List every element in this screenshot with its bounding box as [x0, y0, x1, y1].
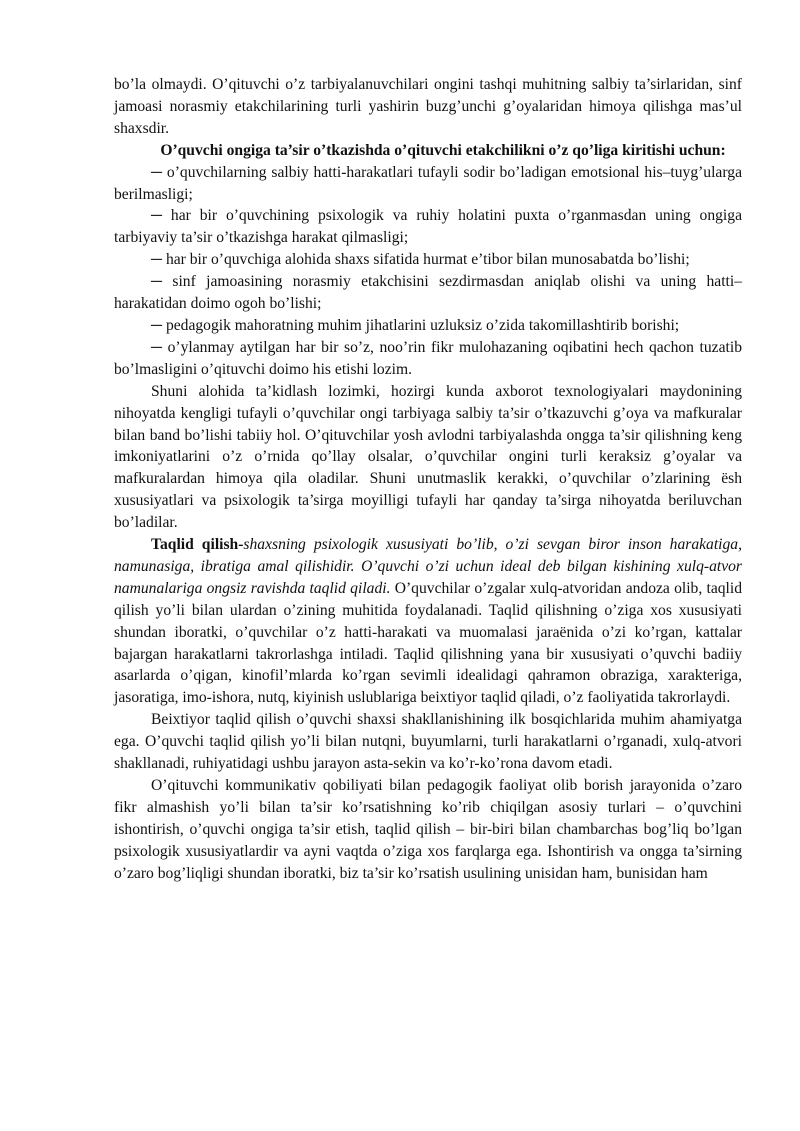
term-definition: shaxsning psixologik xususiyati bo’lib, o’zi sevgan biror inson harakatiga, namunasiga, ibratiga amal qilishidir. O’quvchi o’zi uchun ideal deb bilgan kishining xulq-atvor namunalariga ongsiz ravishda taqlid qiladi. — [114, 536, 742, 597]
list-item: ─ pedagogik mahoratning muhim jihatlarini uzluksiz o’zida takomillashtirib borishi; — [151, 316, 680, 334]
intro-paragraph: bo’la olmaydi. O’qituvchi o’z tarbiyalanuvchilari ongini tashqi muhitning salbiy ta’sirlaridan, sinf jamoasi norasmiy etakchilarining turli yashirin buzg’unchi g’oyalaridan himoya qilishga mas’ul shaxsdir. — [114, 76, 742, 137]
list-item: ─ har bir o’quvchiga alohida shaxs sifatida hurmat e’tibor bilan munosabatda bo’lishi; — [151, 251, 690, 269]
definition-paragraph — [114, 534, 742, 709]
list-item: ─ o’ylanmay aytilgan har bir so’z, noo’rin fikr mulohazaning oqibatini hech qachon tuzatib bo’lmasligini o’qituvchi doimo his etishi lozim. — [114, 338, 742, 378]
body-paragraph: Beixtiyor taqlid qilish o’quvchi shaxsi shakllanishining ilk bosqichlarida muhim ahamiyatga ega. O’quvchi taqlid qilish yo’li bilan nutqni, buyumlarni, turli harakatlarni o’rganadi, xulq-atvori shakllanadi, ruhiyatidagi ushbu jarayon asta-sekin va ko’r-ko’rona davom etadi. — [114, 711, 742, 773]
body-paragraph: O’qituvchi kommunikativ qobiliyati bilan pedagogik faoliyat olib borish jarayonida o’zaro fikr almashish yo’li bilan ta’sir ko’rsatishning ko’rib chiqilgan asosiy turlari – o’quvchini ishontirish, o’quvchi ongiga ta’sir etish, taqlid qilish – bir-biri bilan chambarchas bog’liq bo’lgan psixologik xususiyatlardir va ayni vaqtda o’ziga xos farqlarga ega. Ishontirish va ongga ta’sirning o’zaro bog’liqligi shundan iboratki, biz ta’sir ko’rsatish usulining unisidan ham, bunisidan ham — [114, 777, 742, 882]
body-paragraph: Shuni alohida ta’kidlash lozimki, hozirgi kunda axborot texnologiyalari maydonining nihoyatda kengligi tufayli o’quvchilar ongi tarbiyaga salbiy ta’sir o’tkazuvchi g’oya va mafkuralar bilan band bo’lishi tabiiy hol. O’qituvchilar yosh avlodni tarbiyalashda ongga ta’sir qilishning keng imkoniyatlarini o’z o’rnida qo’llay olsalar, o’quvchilar ongini turli keraksiz g’oyalar va mafkuralardan himoya qila oladilar. Shuni unutmaslik kerakki, o’quvchilar o’zlarining ësh xususiyatlari va psixologik ta’sirga moyilligi tufayli har qanday ta’sirga nihoyatda beriluvchan bo’ladilar. — [114, 382, 742, 532]
list-item: ─ har bir o’quvchining psixologik va ruhiy holatini puxta o’rganmasdan uning ongiga tarbiyaviy ta’sir o’tkazishga harakat qilmasligi; — [114, 207, 742, 247]
document-page — [114, 74, 742, 885]
section-heading: O’quvchi ongiga ta’sir o’tkazishda o’qituvchi etakchilikni o’z qo’liga kiritishi uchun: — [160, 141, 726, 159]
list-item: ─ sinf jamoasining norasmiy etakchisini sezdirmasdan aniqlab olishi va uning hatti–harakatidan doimo ogoh bo’lishi; — [114, 273, 742, 313]
list-item: ─ o’quvchilarning salbiy hatti-harakatlari tufayli sodir bo’ladigan emotsional his–tuyg’ularga berilmasligi; — [114, 163, 742, 203]
term-taqlid-qilish: Taqlid qilish- — [151, 536, 244, 554]
definition-continuation: O’quvchilar o’zgalar xulq-atvoridan andoza olib, taqlid qilish yo’li bilan ulardan o’zining muhitida foydalanadi. Taqlid qilishning o’ziga xos xususiyati shundan iboratki, o’quvchilar o’z hatti-harakati va muomalasi jaraënida o’zi ko’rgan, kattalar bajargan harakatlarni takrorlashga intiladi. Taqlid qilishning yana bir xususiyati o’quvchi badiiy asarlarda o’qigan, kinofil’mlarda ko’rgan sevimli idealidagi qahramon obraziga, xarakteriga, jasoratiga, imo-ishora, nutq, kiyinish uslublariga beixtiyor taqlid qiladi, o’z faoliyatida takrorlaydi. — [114, 579, 743, 707]
